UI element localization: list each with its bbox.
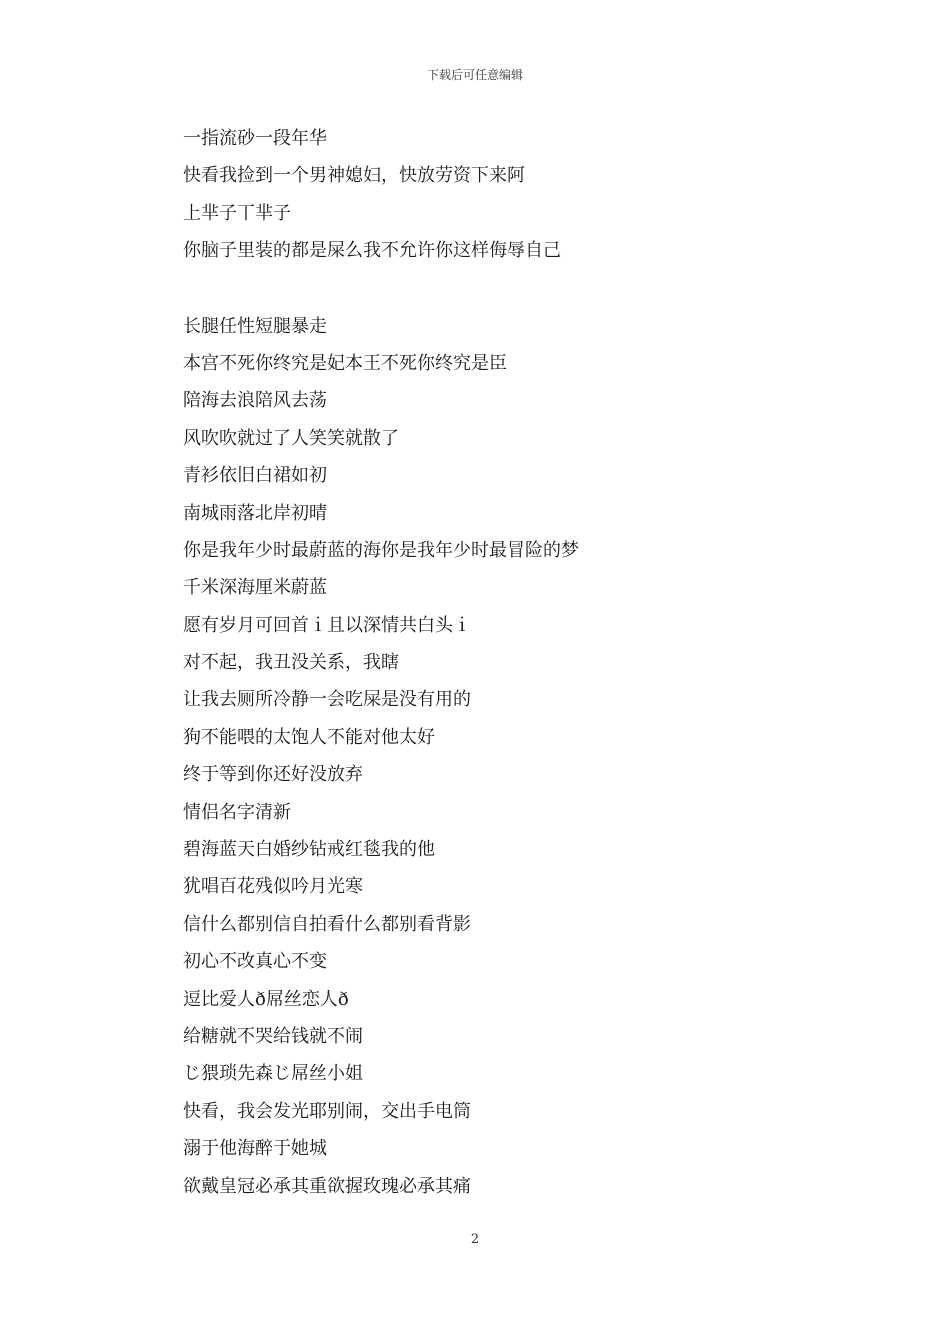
text-line: 信什么都别信自拍看什么都别看背影 [183, 913, 471, 935]
text-line: 让我去厕所冷静一会吃屎是没有用的 [183, 689, 471, 711]
text-block-1 [183, 120, 803, 270]
text-line: 青衫依旧白裙如初 [183, 465, 327, 487]
text-line: 快看，我会发光耶别闹，交出手电筒 [183, 1100, 471, 1122]
text-line: 情侣名字清新 [183, 801, 291, 823]
text-line: 陪海去浪陪风去荡 [183, 390, 327, 412]
text-line: 初心不改真心不变 [183, 951, 327, 973]
text-line: 风吹吹就过了人笑笑就散了 [183, 427, 399, 449]
text-line: 愿有岁月可回首ｉ且以深情共白头ｉ [183, 614, 471, 636]
text-line: 千米深海厘米蔚蓝 [183, 577, 327, 599]
text-line: 上芈子丅芈子 [183, 202, 291, 224]
text-line: 长腿任性短腿暴走 [183, 315, 327, 337]
text-line: 你脑子里装的都是屎么我不允许你这样侮辱自己 [183, 240, 561, 262]
text-line: 本宫不死你终究是妃本王不死你终究是臣 [183, 352, 507, 374]
text-line: 对不起，我丑没关系，我瞎 [183, 652, 399, 674]
document-body [183, 120, 803, 1205]
text-line: 溺于他海醉于她城 [183, 1138, 327, 1160]
text-block-2 [183, 308, 803, 1205]
text-line: 碧海蓝天白婚纱钻戒红毯我的他 [183, 839, 435, 861]
text-line: 犹唱百花残似吟月光寒 [183, 876, 363, 898]
text-line: じ猥琐先森じ屌丝小姐 [183, 1063, 363, 1085]
page-number: 2 [470, 1232, 480, 1247]
text-line: 一指流砂一段年华 [183, 128, 327, 149]
page-header: 下载后可任意编辑 [426, 68, 523, 82]
text-line: 南城雨落北岸初晴 [183, 502, 327, 524]
text-line: 你是我年少时最蔚蓝的海你是我年少时最冒险的梦 [183, 539, 579, 561]
text-line: 终于等到你还好没放弃 [183, 764, 363, 786]
text-line: 逗比爱人ð屌丝恋人ð [183, 988, 349, 1010]
paragraph-gap [183, 270, 803, 308]
text-line: 给糖就不哭给钱就不闹 [183, 1025, 363, 1047]
text-line: 欲戴皇冠必承其重欲握玫瑰必承其痛 [183, 1175, 471, 1197]
text-line: 狗不能喂的太饱人不能对他太好 [183, 726, 435, 748]
text-line: 快看我捡到一个男神媳妇，快放劳资下来阿 [183, 165, 525, 187]
